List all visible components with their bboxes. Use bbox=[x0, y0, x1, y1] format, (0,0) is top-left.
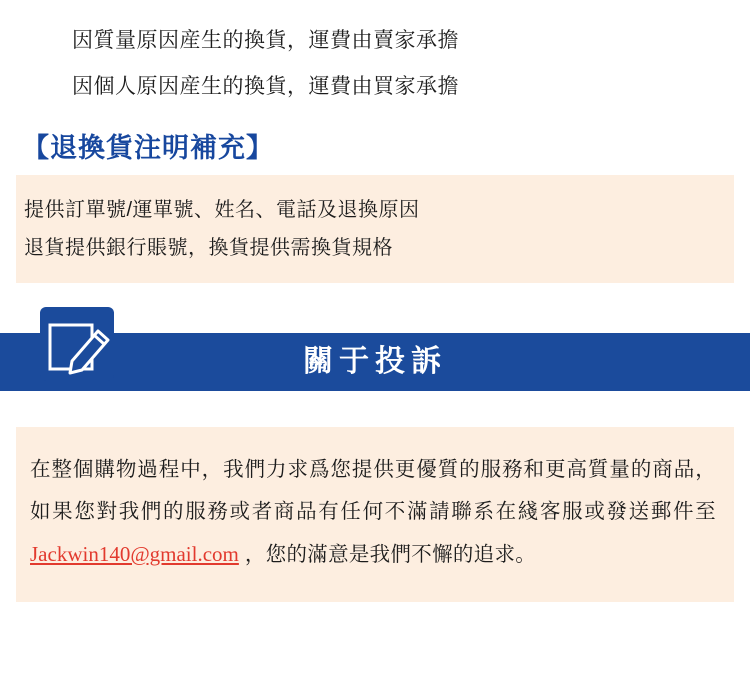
complaint-panel bbox=[16, 427, 734, 602]
note-section-heading: 【退換貨注明補充】 bbox=[22, 133, 274, 163]
complaint-banner bbox=[0, 333, 750, 395]
complaint-text bbox=[30, 449, 716, 576]
banner-title: 關于投訴 bbox=[303, 345, 447, 378]
note-line-2: 退貨提供銀行賬號，換貨提供需換貨規格 bbox=[24, 237, 393, 259]
complaint-text-after: ，您的滿意是我們不懈的追求。 bbox=[238, 543, 537, 566]
return-policy-lines bbox=[0, 0, 750, 110]
pencil-edit-icon bbox=[38, 305, 116, 383]
support-email-link[interactable]: Jackwin140@gmail.com bbox=[30, 542, 239, 566]
note-panel bbox=[16, 175, 734, 283]
return-policy-line-1: 因質量原因産生的換貨，運費由賣家承擔 bbox=[72, 29, 459, 52]
return-policy-line-2: 因個人原因産生的換貨，運費由買家承擔 bbox=[72, 75, 459, 98]
note-line-1: 提供訂單號/運單號、姓名、電話及退換原因 bbox=[24, 199, 420, 221]
complaint-text-before: 在整個購物過程中，我們力求爲您提供更優質的服務和更高質量的商品，如果您對我們的服務或者商品有任何不滿請聯系在綫客服或發送郵件至 bbox=[30, 458, 716, 523]
